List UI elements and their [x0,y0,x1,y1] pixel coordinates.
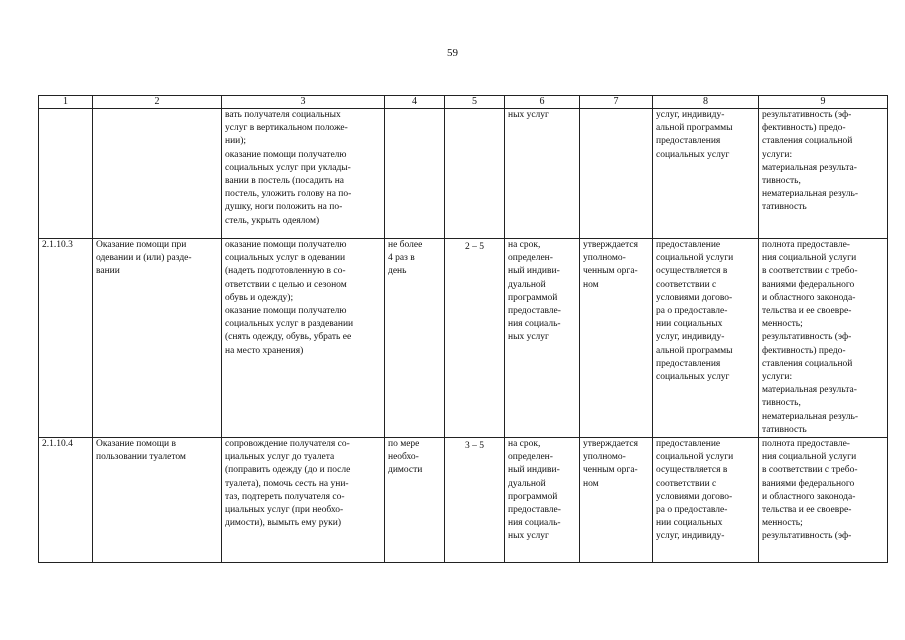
service-name-cell [93,109,222,239]
column-header: 9 [759,96,888,109]
conditions-cell: предоставление социальной услуги осуществляется в соответствии с условиями догово- ра о предоставле- нии социальных услуг, индивиду- альной программы предоставления социальных услуг [653,239,759,438]
norm-cell: не более 4 раз в день [385,239,445,438]
table-row [39,438,888,563]
table-row [39,239,888,438]
approval-cell: утверждается уполномо- ченным орга- ном [580,438,653,563]
column-header: 3 [222,96,385,109]
column-header: 4 [385,96,445,109]
table-row [39,109,888,239]
conditions-cell: предоставление социальной услуги осуществляется в соответствии с условиями догово- ра о предоставле- нии социальных услуг, индивиду- [653,438,759,563]
term-cell: на срок, определен- ный индиви- дуальной программой предоставле- ния социаль- ных услуг [505,239,580,438]
service-content-cell: сопровождение получателя со- циальных услуг до туалета (поправить одежду (до и после туалета), помочь сесть на уни- таз, подтереть получателя со- циальных услуг (при необхо- димости), вымыть ему руки) [222,438,385,563]
page-number: 59 [447,47,458,59]
service-name-cell: Оказание помощи при одевании и (или) разде- вании [93,239,222,438]
norm-cell: по мере необхо- димости [385,438,445,563]
service-content-cell: оказание помощи получателю социальных услуг в одевании (надеть подготовленную в со- ответствии с целью и сезоном обувь и одежду); оказание помощи получателю социальных услуг в раздевании (снять одежду, обувь, убрать ее на место хранения) [222,239,385,438]
service-code-cell: 2.1.10.4 [39,438,93,563]
approval-cell [580,109,653,239]
indicators-cell: полнота предоставле- ния социальной услуги в соответствии с требо- ваниями федерального и областного законода- тельства и ее своевре- менность; результативность (эф- [759,438,888,563]
duration-cell: 2 – 5 [445,239,505,438]
column-header: 1 [39,96,93,109]
term-cell: на срок, определен- ный индиви- дуальной программой предоставле- ния социаль- ных услуг [505,438,580,563]
duration-cell: 3 – 5 [445,438,505,563]
column-header: 2 [93,96,222,109]
indicators-cell: полнота предоставле- ния социальной услуги в соответствии с требо- ваниями федерального и областного законода- тельства и ее своевре- менность; результативность (эф- фективность) предо- ставления социальной услуги: материальная результа- тивность, нематериальная резуль- тативность [759,239,888,438]
norm-cell [385,109,445,239]
service-code-cell [39,109,93,239]
column-header: 7 [580,96,653,109]
approval-cell: утверждается уполномо- ченным орга- ном [580,239,653,438]
column-header: 6 [505,96,580,109]
conditions-cell: услуг, индивиду- альной программы предоставления социальных услуг [653,109,759,239]
column-header: 5 [445,96,505,109]
indicators-cell: результативность (эф- фективность) предо- ставления социальной услуги: материальная результа- тивность, нематериальная резуль- тативность [759,109,888,239]
service-name-cell: Оказание помощи в пользовании туалетом [93,438,222,563]
duration-cell [445,109,505,239]
term-cell: ных услуг [505,109,580,239]
column-header: 8 [653,96,759,109]
service-content-cell: вать получателя социальных услуг в вертикальном положе- нии); оказание помощи получателю социальных услуг при уклады- вании в постель (посадить на постель, уложить голову на по- душку, ноги положить на по- стель, укрыть одеялом) [222,109,385,239]
header-row [39,96,888,109]
service-code-cell: 2.1.10.3 [39,239,93,438]
services-table [38,95,888,563]
